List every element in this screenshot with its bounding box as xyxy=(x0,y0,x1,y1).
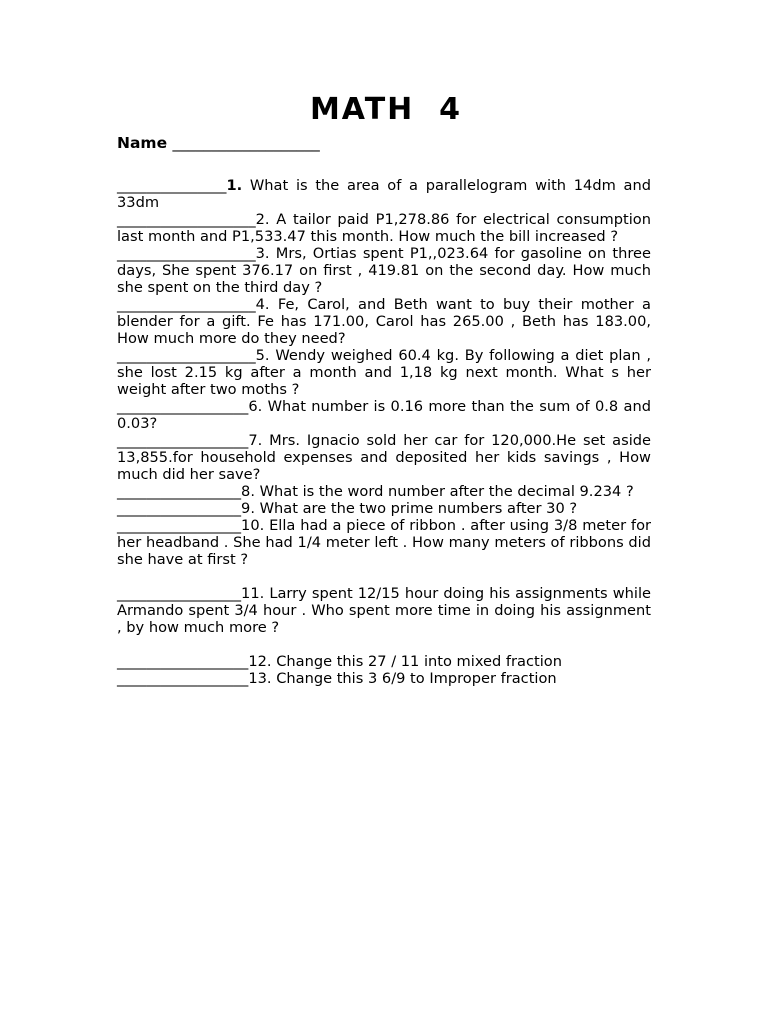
page-title: MATH 4 xyxy=(309,92,463,127)
question-7 xyxy=(117,432,651,483)
answer-blank: _______________ xyxy=(117,177,227,194)
answer-blank: _________________ xyxy=(117,517,242,534)
spacer xyxy=(117,568,651,585)
question-number: 9. xyxy=(241,500,255,517)
answer-blank: ___________________ xyxy=(117,296,256,313)
answer-blank: _________________ xyxy=(117,483,242,500)
question-text: Ella had a piece of ribbon . after using 3/8 meter for her headband . She had 1/4 meter left . How many meters of ribbons did she have at first ? xyxy=(117,517,651,568)
question-3 xyxy=(117,245,651,296)
question-8 xyxy=(117,483,651,500)
question-number: 3. xyxy=(255,245,270,262)
question-number: 2. xyxy=(255,211,270,228)
question-12 xyxy=(117,653,651,670)
answer-blank: ___________________ xyxy=(117,245,256,262)
answer-blank: __________________ xyxy=(117,670,249,687)
question-text: Wendy weighed 60.4 kg. By following a diet plan , she lost 2.15 kg after a month and 1,18 kg next month. What s her weight after two moths ? xyxy=(117,347,651,398)
question-number: 5. xyxy=(255,347,270,364)
question-number: 13. xyxy=(248,670,272,687)
answer-blank: __________________ xyxy=(117,653,249,670)
answer-blank: __________________ xyxy=(117,398,249,415)
question-number: 4. xyxy=(255,296,270,313)
question-5 xyxy=(117,347,651,398)
question-text: What is the word number after the decimal 9.234 ? xyxy=(254,483,634,500)
question-text: Mrs, Ortias spent P1,,023.64 for gasoline on three days, She spent 376.17 on first , 419.81 on the second day. How much she spent on the third day ? xyxy=(117,245,651,296)
question-number: 8. xyxy=(241,483,255,500)
question-6 xyxy=(117,398,651,432)
question-text: What are the two prime numbers after 30 ? xyxy=(254,500,578,517)
question-text: A tailor paid P1,278.86 for electrical consumption last month and P1,533.47 this month. How much the bill increased ? xyxy=(117,211,651,245)
answer-blank: _________________ xyxy=(117,500,242,517)
name-blank: ___________________ xyxy=(172,134,320,152)
question-number: 1. xyxy=(226,177,243,194)
answer-blank: __________________ xyxy=(117,432,249,449)
question-1 xyxy=(117,177,651,211)
question-text: Change this 27 / 11 into mixed fraction xyxy=(271,653,562,670)
question-9 xyxy=(117,500,651,517)
question-number: 11. xyxy=(241,585,265,602)
answer-blank: _________________ xyxy=(117,585,242,602)
answer-blank: ___________________ xyxy=(117,211,256,228)
question-text: Larry spent 12/15 hour doing his assignments while Armando spent 3/4 hour . Who spent more time in doing his assignment , by how much more ? xyxy=(117,585,651,636)
question-number: 12. xyxy=(248,653,272,670)
answer-blank: ___________________ xyxy=(117,347,256,364)
question-4 xyxy=(117,296,651,347)
question-10 xyxy=(117,517,651,568)
question-2 xyxy=(117,211,651,245)
question-text: What is the area of a parallelogram with 14dm and 33dm xyxy=(117,177,651,211)
question-13 xyxy=(117,670,651,687)
question-list xyxy=(117,177,651,687)
question-text: Mrs. Ignacio sold her car for 120,000.He set aside 13,855.for household expenses and deposited her kids savings , How much did her save? xyxy=(117,432,651,483)
spacer xyxy=(117,636,651,653)
name-label: Name xyxy=(117,134,168,152)
question-11 xyxy=(117,585,651,636)
name-field xyxy=(117,134,320,152)
question-number: 7. xyxy=(248,432,263,449)
question-text: What number is 0.16 more than the sum of 0.8 and 0.03? xyxy=(117,398,651,432)
question-number: 10. xyxy=(241,517,265,534)
question-number: 6. xyxy=(248,398,263,415)
question-text: Change this 3 6/9 to Improper fraction xyxy=(271,670,557,687)
question-text: Fe, Carol, and Beth want to buy their mother a blender for a gift. Fe has 171.00, Carol has 265.00 , Beth has 183.00, How much more do they need? xyxy=(117,296,651,347)
